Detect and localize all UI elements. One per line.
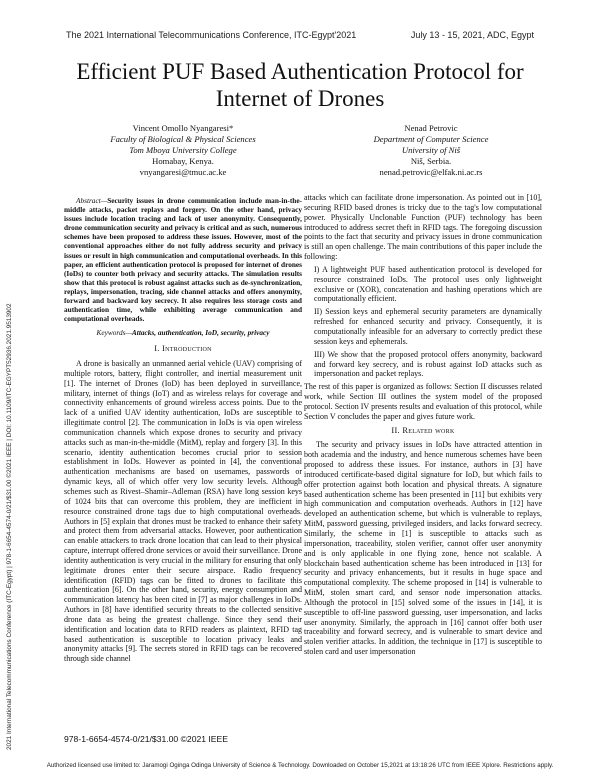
conference-date: July 13 - 15, 2021, ADC, Egypt: [410, 30, 534, 40]
author-organization: Tom Mboya University College: [129, 145, 237, 155]
section-heading-introduction: I. Introduction: [154, 344, 212, 354]
author-name: Vincent Omollo Nyangaresi*: [132, 123, 234, 133]
contribution-item: I) A lightweight PUF based authentication protocol is developed for resource constrained IoDs. The protocol uses only lightweight exclusive or (XOR), concatenation and hashing operations which are computationally efficient.: [314, 264, 542, 304]
author-city: Homabay, Kenya.: [152, 156, 214, 166]
author-block-2: [326, 123, 536, 178]
keywords: [64, 328, 302, 338]
running-header: [66, 30, 534, 42]
author-department: Department of Computer Science: [373, 134, 489, 144]
abstract: [64, 196, 302, 323]
author-name: Nenad Petrovic: [404, 123, 458, 133]
doi-sidebar: 2021 International Telecommunications Conference (ITC-Egypt) | 978-1-6654-4574-0/21/$31.00 ©2021 IEEE | DOI: 10.1109/ITC-EGYPT52936.2021.9513902: [6, 303, 13, 750]
contribution-item: II) Session keys and ephemeral security parameters are dynamically refreshed for enhanced security and privacy. Consequently, it is computationally infeasible for an adversary to correctly predict these session keys and ephemerals.: [314, 307, 542, 346]
author-organization: University of Niš: [401, 145, 461, 155]
abstract-text: Security issues in drone communication include man-in-the-middle attacks, packet replays and forgery. On the other hand, privacy issues include location tracing and lack of user anonymity. Consequently, drone communication security and privacy is critical and as such, numerous schemes have been proposed to address these issues. However, most of the conventional approaches either do not fully address security and privacy issues or result in high communication and computational overheads. In this paper, an efficient authentication protocol is proposed for internet of drones (IoDs) to counter both privacy and security attacks. The simulation results show that this protocol is robust against attacks such as de-synchronization, replays, impersonation, tracing, side channel attacks and offers anonymity, forward and backward key secrecy. It also requires less storage costs and authentication time, while exhibiting average communication and computational overheads.: [64, 196, 302, 324]
section-heading-related-work: II. Related work: [391, 425, 455, 435]
keywords-label: Keywords—: [96, 328, 132, 338]
intro-continued-paragraph: attacks which can facilitate drone impersonation. As pointed out in [10], securing RFID based drones is tricky due to the tag's low computational power. Physically Unclonable Function (PUF) technology has been introduced to address secret theft in RFID tags. The foregoing discussion points to the fact that security and privacy issues in drone communication is still an open challenge. The main contributions of this paper include the following:: [304, 193, 542, 262]
author-block-1: [78, 123, 288, 178]
related-work-paragraph: The security and privacy issues in IoDs have attracted attention in both academia and the industry, and hence numerous schemes have been proposed to address these issues. For instance, authors in [3] have introduced certificate-based digital signature for IoD, but which fails to offer protection against both location and physical threats. A signature based authentication scheme has been presented in [11] but exhibits very high communication and computation overheads. Authors in [12] have developed an authentication scheme, but which is vulnerable to replays, MitM, password guessing, privileged insiders, and lacks forward secrecy. Similarly, the scheme in [1] is susceptible to attacks such as impersonation, traceability, stolen verifier, cannot offer user anonymity and is only applicable in one flying zone, hence not scalable. A blockchain based authentication scheme has been introduced in [13] for security and privacy enhancements, but it results in huge space and computational complexity. The scheme proposed in [14] is vulnerable to MitM, stolen smart card, and sensor node impersonation attacks. Although the protocol in [15] solved some of the issues in [14], it is susceptible to off-line password guessing, user impersonation, and lacks user anonymity. Similarly, the approach in [16] cannot offer both user traceability and forward secrecy, and is vulnerable to smart device and stolen verifier attacks. In addition, the technique in [17] is susceptible to stolen card and user impersonation: [304, 440, 542, 657]
left-column: [64, 196, 302, 666]
author-email: nenad.petrovic@elfak.ni.ac.rs: [379, 167, 483, 177]
paper-title: Efficient PUF Based Authentication Protocol for Internet of Drones: [76, 59, 524, 111]
contribution-item: III) We show that the proposed protocol offers anonymity, backward and forward key secrecy, and is robust against IoD attacks such as impersonation and packet replays.: [314, 349, 542, 379]
contributions-list: [304, 265, 542, 379]
conference-name: The 2021 International Telecommunications Conference, ITC-Egypt'2021: [66, 30, 357, 40]
right-column: [304, 193, 542, 659]
keywords-text: Attacks, authentication, IoD, security, privacy: [131, 328, 270, 338]
license-footer: Authorized licensed use limited to: Jaramogi Oginga Odinga University of Science & Technology. Downloaded on October 15,2021 at 13:18:26 UTC from IEEE Xplore. Restrictions apply.: [46, 762, 554, 769]
abstract-label: Abstract—: [76, 196, 108, 205]
isbn-copyright: 978-1-6654-4574-0/21/$31.00 ©2021 IEEE: [64, 734, 229, 744]
author-city: Niš, Serbia.: [410, 156, 452, 166]
author-email: vnyangaresi@tmuc.ac.ke: [139, 167, 227, 177]
author-department: Faculty of Biological & Physical Sciences: [110, 134, 256, 144]
organization-paragraph: The rest of this paper is organized as follows: Section II discusses related work, while Section III outlines the system model of the proposed protocol. Section IV presents results and evaluation of this protocol, while Section V concludes the paper and gives future work.: [304, 382, 542, 421]
intro-paragraph: A drone is basically an unmanned aerial vehicle (UAV) comprising of multiple rotors, battery, flight controller, and inertial measurement unit [1]. The internet of Drones (IoD) has been deployed in surveillance, military, internet of things (IoT) and as wireless relays for coverage and connectivity enhancements of ground wireless access points. Due to the lack of a unified UAV identity authentication, IoDs are susceptible to illegitimate control [2]. The communication in IoDs is via open wireless communication channels which expose drones to security and privacy attacks such as man-in-the-middle (MitM), replay and forgery [3]. In this scenario, identity authentication becomes crucial prior to session establishment in IoDs. However as pointed in [4], the conventional authentication mechanisms are based on usernames, passwords or dynamic keys, all of which offer very low security levels. Although schemes such as Rivest–Shamir–Adleman (RSA) have long session keys of 1024 bits that can overcome this problem, they are inefficient in resource constrained drone tags due to high computational overheads. Authors in [5] explain that drones must be tracked to enhance their safety and protect them from adversarial attacks. However, poor authentication can enable attackers to track drone location that can lead to their physical capture, interrupt offered drone services or avoid their surveillance. Drone identity authentication is very crucial in the military for ensuring that only legitimate drones enter their secure airspace. Radio frequency identification (RFID) tags can be fitted to drones to facilitate this authentication [6]. On the other hand, security, energy consumption and communication latency has been cited in [7] as major challenges in IoDs. Authors in [8] have identified security threats to the collected sensitive drone data as being the greatest challenge. Since they send their identification and location data to RFID readers as plaintext, RFID tag based authentication is susceptible to location privacy leaks and anonymity attacks [9]. The secrets stored in RFID tags can be recovered through side channel: [64, 359, 302, 664]
